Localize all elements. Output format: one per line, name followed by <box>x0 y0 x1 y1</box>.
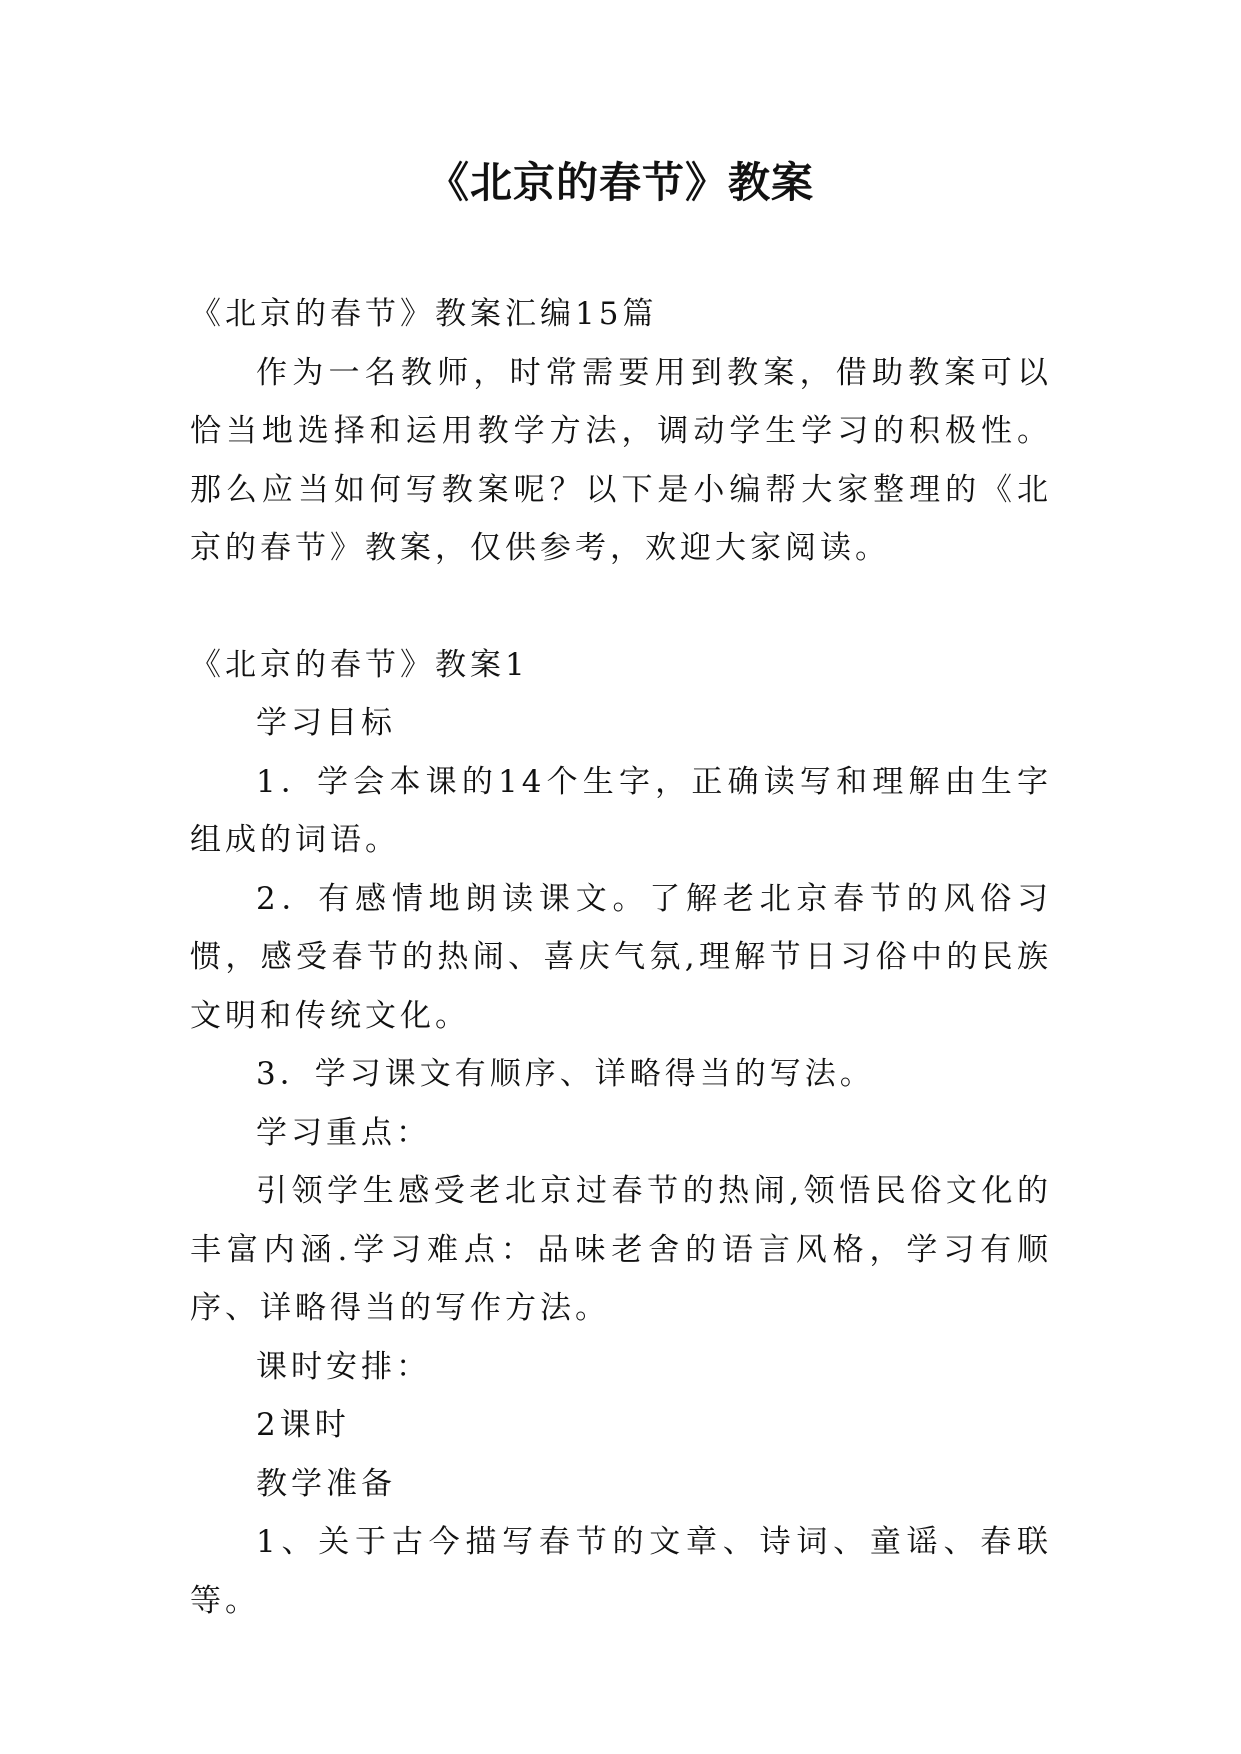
paragraph: 教学准备 <box>256 1465 396 1502</box>
paragraph: 3．学习课文有顺序、详略得当的写法。 <box>256 1056 875 1092</box>
paragraph: 1．学会本课的14个生字，正确读写和理解由生字组成的词语。 <box>190 763 1052 858</box>
paragraph: 2课时 <box>256 1407 350 1443</box>
paragraph: 作为一名教师，时常需要用到教案，借助教案可以恰当地选择和运用教学方法，调动学生学习的积极性。那么应当如何写教案呢？以下是小编帮大家整理的《北京的春节》教案，仅供参考，欢迎大家阅读。 <box>190 354 1052 566</box>
paragraph: 课时安排： <box>256 1348 431 1385</box>
document-body <box>190 285 1052 1630</box>
document-title: 《北京的春节》教案 <box>426 158 814 207</box>
paragraph: 2．有感情地朗读课文。了解老北京春节的风俗习惯，感受春节的热闹、喜庆气氛,理解节日习俗中的民族文明和传统文化。 <box>190 880 1052 1034</box>
paragraph: 引领学生感受老北京过春节的热闹,领悟民俗文化的丰富内涵.学习难点：品味老舍的语言风格，学习有顺序、详略得当的写作方法。 <box>190 1173 1052 1326</box>
paragraph: 1、关于古今描写春节的文章、诗词、童谣、春联等。 <box>190 1524 1052 1619</box>
paragraph: 学习重点： <box>256 1114 431 1151</box>
paragraph: 《北京的春节》教案1 <box>190 646 529 683</box>
paragraph: 《北京的春节》教案汇编15篇 <box>190 296 658 332</box>
paragraph: 学习目标 <box>256 705 396 741</box>
